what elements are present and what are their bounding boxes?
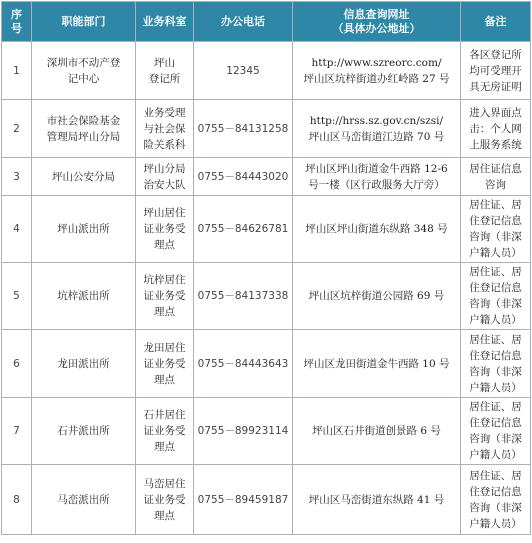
table-row <box>2 42 531 100</box>
cell-phone: 0755－89459187 <box>194 465 293 535</box>
cell-no: 4 <box>2 196 32 263</box>
cell-no: 3 <box>2 158 32 196</box>
cell-site-line: 号一楼（区行政服务大厅旁） <box>308 178 445 191</box>
cell-office <box>136 465 194 535</box>
cell-notes-line: 户籍人员） <box>469 449 522 461</box>
cell-dept-line: 记中心 <box>67 72 100 85</box>
cell-site-line: 坪山区龙田街道金牛西路 10 号 <box>303 357 450 370</box>
cell-dept-line: 坪山派出所 <box>57 223 110 235</box>
cell-site-line: 坪山区石井街道创景路 6 号 <box>312 425 441 437</box>
cell-notes-line: 住登记信息 <box>469 417 522 429</box>
header-site-line: 信息查询网址 <box>343 7 410 21</box>
header-office: 业务科室 <box>136 2 194 42</box>
cell-site-line: 坪山区坪山街道东纵路 348 号 <box>305 223 448 235</box>
cell-notes <box>461 263 531 330</box>
cell-notes-line: 住登记信息 <box>469 349 522 362</box>
cell-notes-line: 居住证、居 <box>469 199 522 211</box>
cell-office-line: 证业务受 <box>143 493 186 506</box>
cell-office-line: 马峦居住 <box>143 477 186 490</box>
cell-notes <box>461 100 531 158</box>
cell-dept <box>32 398 136 465</box>
cell-phone: 0755－84443020 <box>194 158 293 196</box>
cell-dept <box>32 465 136 535</box>
cell-notes-line: 户籍人员） <box>469 517 522 530</box>
cell-phone: 0755－84626781 <box>194 196 293 263</box>
cell-no: 8 <box>2 465 32 535</box>
table-row <box>2 158 531 196</box>
header-phone: 办公电话 <box>194 2 293 42</box>
cell-notes-line: 居住证信息 <box>469 162 522 175</box>
cell-office-line: 理点 <box>154 509 175 522</box>
cell-office-line: 坑梓居住 <box>143 274 186 286</box>
cell-site <box>293 330 461 398</box>
cell-notes-line: 均可受理开 <box>469 64 522 77</box>
header-no-line: 号 <box>11 21 22 35</box>
cell-dept <box>32 196 136 263</box>
cell-notes-line: 各区登记所 <box>469 48 522 61</box>
cell-dept <box>32 158 136 196</box>
cell-notes-line: 居住证、居 <box>469 333 522 346</box>
cell-site <box>293 398 461 465</box>
cell-site <box>293 465 461 535</box>
cell-dept-line: 管理局坪山分局 <box>46 130 121 143</box>
cell-site <box>293 158 461 196</box>
cell-notes-line: 咨询 <box>485 178 506 191</box>
cell-dept-line: 坪山公安分局 <box>52 170 115 183</box>
cell-dept-line: 坑梓派出所 <box>57 290 110 302</box>
cell-site <box>293 100 461 158</box>
cell-notes <box>461 42 531 100</box>
header-no-line: 序 <box>11 7 22 21</box>
cell-dept-line: 石井派出所 <box>57 425 110 437</box>
cell-notes <box>461 398 531 465</box>
table-body <box>2 42 531 535</box>
cell-notes-line: 咨询（非深 <box>469 501 522 514</box>
cell-dept-line: 市社会保险基金 <box>46 114 121 127</box>
cell-notes <box>461 196 531 263</box>
cell-office-line: 坪山居住 <box>143 207 186 219</box>
cell-dept-line: 马峦派出所 <box>57 493 110 506</box>
cell-office <box>136 42 194 100</box>
cell-notes-line: 上服务系统 <box>469 138 522 151</box>
cell-site <box>293 263 461 330</box>
cell-site-line: 坪山区马峦街道东纵路 41 号 <box>308 493 445 506</box>
header-row <box>2 2 531 42</box>
cell-notes-line: 进入界面点 <box>469 106 522 119</box>
cell-phone: 0755－84137338 <box>194 263 293 330</box>
cell-notes-line: 居住证、居 <box>469 266 522 278</box>
cell-dept <box>32 100 136 158</box>
cell-office-line: 证业务受 <box>143 357 186 370</box>
cell-office-line: 理点 <box>154 239 175 251</box>
header-dept: 职能部门 <box>32 2 136 42</box>
cell-site-line: 坪山区马峦街道江边路 70 号 <box>308 130 445 143</box>
cell-notes-line: 户籍人员） <box>469 247 522 259</box>
cell-office <box>136 158 194 196</box>
cell-notes-line: 居住证、居 <box>469 469 522 482</box>
cell-office-line: 坪山 <box>154 56 175 69</box>
table-row <box>2 330 531 398</box>
cell-notes-line: 居住证、居 <box>469 401 522 413</box>
cell-office <box>136 398 194 465</box>
cell-site-line: http://hrss.sz.gov.cn/szsi/ <box>309 114 444 127</box>
header-notes: 备注 <box>461 2 531 42</box>
cell-dept <box>32 263 136 330</box>
cell-phone: 0755－84131258 <box>194 100 293 158</box>
table-row <box>2 263 531 330</box>
cell-notes-line: 咨询（非深 <box>469 433 522 445</box>
cell-notes-line: 住登记信息 <box>469 485 522 498</box>
cell-dept-line: 深圳市不动产登 <box>46 56 121 69</box>
cell-site-line: 坪山区坑梓街道办红岭路 27 号 <box>303 72 450 85</box>
cell-site <box>293 42 461 100</box>
cell-site <box>293 196 461 263</box>
cell-site-line: http://www.szreorc.com/ <box>311 56 442 69</box>
cell-notes-line: 咨询（非深 <box>469 365 522 378</box>
cell-office-line: 石井居住 <box>143 409 186 421</box>
cell-office-line: 与社会保 <box>143 122 186 135</box>
cell-office-line: 登记所 <box>148 72 181 85</box>
cell-notes-line: 户籍人员） <box>469 381 522 394</box>
cell-office-line: 险关系科 <box>143 138 186 151</box>
cell-notes-line: 具无房证明 <box>469 80 522 93</box>
cell-office-line: 治安大队 <box>143 178 186 191</box>
cell-office <box>136 100 194 158</box>
cell-no: 7 <box>2 398 32 465</box>
cell-phone: 12345 <box>194 42 293 100</box>
cell-notes <box>461 465 531 535</box>
header-site-line: （具体办公地址） <box>332 21 421 35</box>
cell-dept <box>32 330 136 398</box>
cell-notes-line: 咨询（非深 <box>469 231 522 243</box>
cell-no: 5 <box>2 263 32 330</box>
cell-office <box>136 196 194 263</box>
table-row <box>2 398 531 465</box>
cell-office-line: 龙田居住 <box>143 341 186 354</box>
cell-office-line: 证业务受 <box>143 290 186 302</box>
cell-no: 6 <box>2 330 32 398</box>
cell-notes <box>461 330 531 398</box>
cell-no: 1 <box>2 42 32 100</box>
cell-office <box>136 330 194 398</box>
cell-office-line: 理点 <box>154 373 175 386</box>
cell-dept <box>32 42 136 100</box>
cell-office-line: 证业务受 <box>143 425 186 437</box>
cell-notes-line: 住登记信息 <box>469 215 522 227</box>
cell-office-line: 坪山分局 <box>143 162 186 175</box>
cell-notes-line: 住登记信息 <box>469 282 522 294</box>
cell-phone: 0755－84443643 <box>194 330 293 398</box>
table-row <box>2 465 531 535</box>
cell-office-line: 理点 <box>154 306 175 318</box>
cell-office-line: 理点 <box>154 441 175 453</box>
table-row <box>2 100 531 158</box>
cell-notes <box>461 158 531 196</box>
cell-no: 2 <box>2 100 32 158</box>
cell-office <box>136 263 194 330</box>
office-directory-table <box>1 1 531 535</box>
cell-office-line: 业务受理 <box>143 106 186 119</box>
cell-office-line: 证业务受 <box>143 223 186 235</box>
cell-notes-line: 户籍人员） <box>469 314 522 326</box>
cell-notes-line: 咨询（非深 <box>469 298 522 310</box>
cell-notes-line: 击：个人网 <box>469 122 522 135</box>
header-no <box>2 2 32 42</box>
cell-phone: 0755－89923114 <box>194 398 293 465</box>
header-site <box>293 2 461 42</box>
cell-site-line: 坪山区坪山街道金牛西路 12-6 <box>305 162 448 175</box>
table-row <box>2 196 531 263</box>
cell-dept-line: 龙田派出所 <box>57 357 110 370</box>
cell-site-line: 坪山区坑梓街道公园路 69 号 <box>308 290 445 302</box>
